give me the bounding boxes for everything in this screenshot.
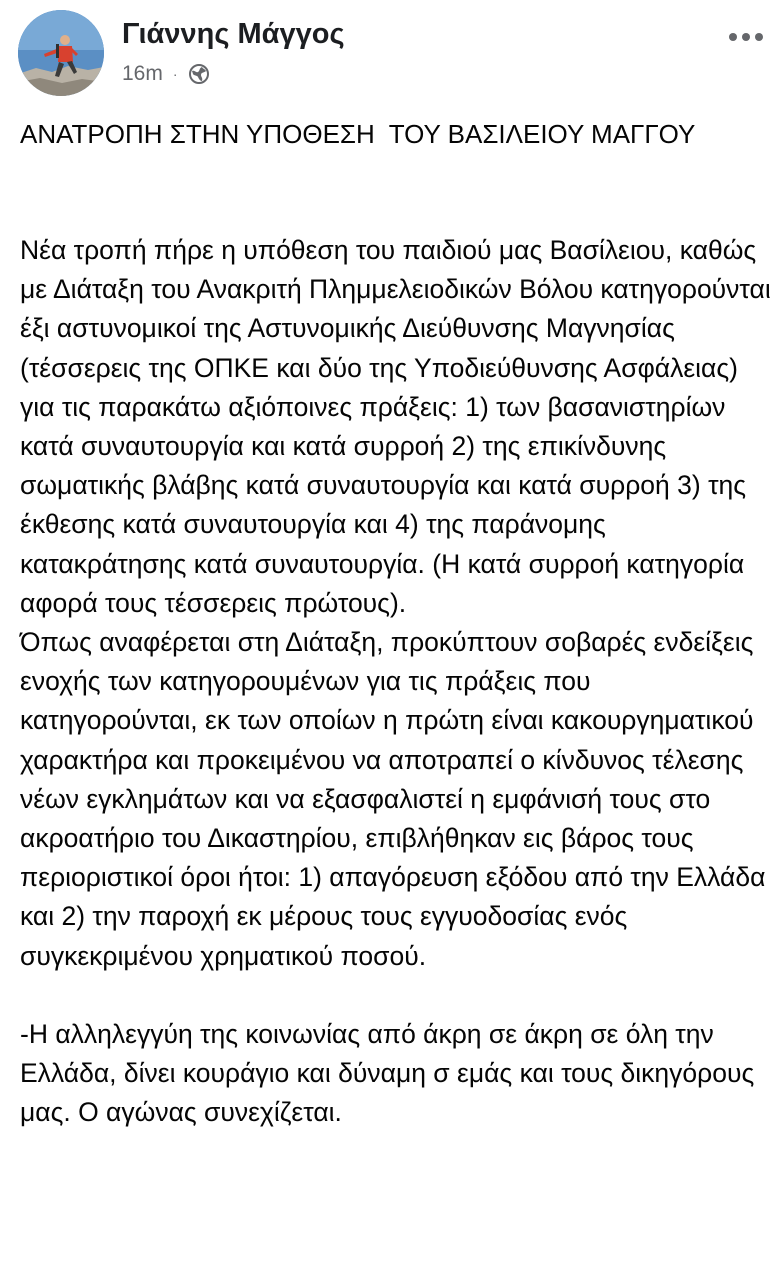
globe-icon: [188, 63, 210, 85]
more-options-button[interactable]: [724, 22, 768, 52]
post-title: ΑΝΑΤΡΟΠΗ ΣΤΗΝ ΥΠΟΘΕΣΗ ΤΟΥ ΒΑΣΙΛΕΙΟΥ ΜΑΓΓΟΥ: [20, 119, 696, 149]
paragraph-spacer: [20, 976, 772, 1015]
post-time[interactable]: 16m: [122, 62, 163, 85]
more-options-icon: [728, 32, 764, 42]
post-paragraph: Νέα τροπή πήρε η υπόθεση του παιδιού μας Βασίλειου, καθώς με Διάταξη του Ανακριτή Πλημμελειοδικών Βόλου κατηγορούνται έξι αστυνομικοί της Αστυνομικής Διεύθυνσης Μαγνησίας (τέσσερεις της ΟΠΚΕ και δύο της Υποδιεύθυνσης Ασφάλειας) για τις παρακάτω αξιόποινες πράξεις: 1) των βασανιστηρίων κατά συναυτουργία και κατά συρροή 2) της επικίνδυνης σωματικής βλάβης κατά συναυτουργία και κατά συρροή 3) της έκθεσης κατά συναυτουργία και 4) της παράνομης κατακράτησης κατά συναυτουργία. (Η κατά συρροή κατηγορία αφορά τους τέσσερεις πρώτους).: [20, 235, 771, 618]
avatar-photo: [18, 10, 104, 96]
post-meta: [122, 60, 210, 88]
author-avatar[interactable]: [18, 10, 104, 96]
post-header: [0, 0, 782, 100]
post-paragraph: -Η αλληλεγγύη της κοινωνίας από άκρη σε άκρη σε όλη την Ελλάδα, δίνει κουράγιο και δύναμη σ εμάς και τους δικηγόρους μας. Ο αγώνας συνεχίζεται.: [20, 1019, 755, 1128]
meta-separator: ·: [172, 66, 178, 82]
post-body: [20, 231, 772, 1133]
author-name[interactable]: Γιάννης Μάγγος: [122, 18, 345, 50]
post-paragraph: Όπως αναφέρεται στη Διάταξη, προκύπτουν σοβαρές ενδείξεις ενοχής των κατηγορουμένων για τις πράξεις που κατηγορούνται, εκ των οποίων η πρώτη είναι κακουργηματικού χαρακτήρα και προκειμένου να αποτραπεί ο κίνδυνος τέλεσης νέων εγκλημάτων και να εξασφαλιστεί η εμφάνισή τους στο ακροατήριο του Δικαστηρίου, επιβλήθηκαν εις βάρος τους περιοριστικοί όροι ήτοι: 1) απαγόρευση εξόδου από την Ελλάδα και 2) την παροχή εκ μέρους τους εγγυοδοσίας ενός συγκεκριμένου χρηματικού ποσού.: [20, 627, 766, 971]
